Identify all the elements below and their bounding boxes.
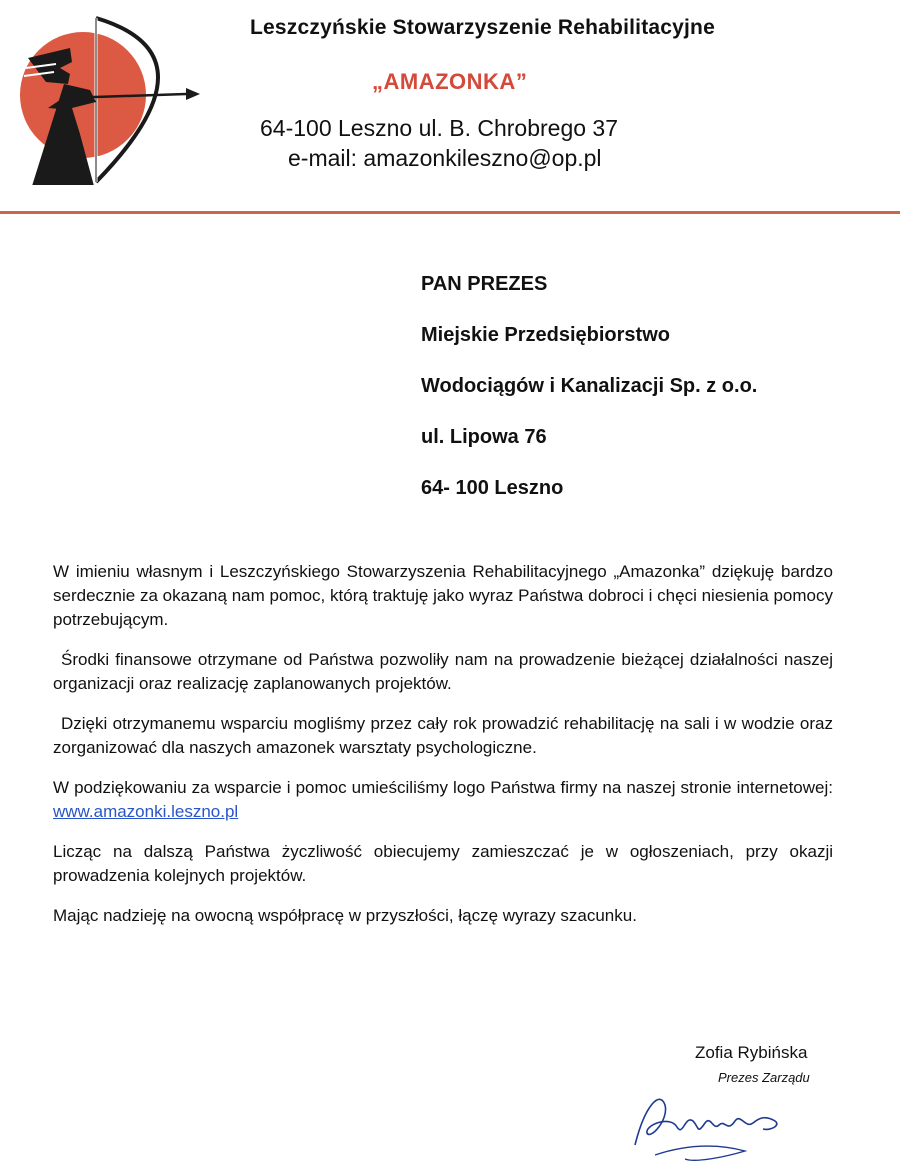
- organization-email: e-mail: amazonkileszno@op.pl: [288, 145, 602, 171]
- organization-brand: „AMAZONKA”: [372, 69, 528, 94]
- organization-address: 64-100 Leszno ul. B. Chrobrego 37: [260, 115, 619, 141]
- website-link[interactable]: www.amazonki.leszno.pl: [53, 802, 239, 821]
- paragraph-funds: Środki finansowe otrzymane od Państwa pozwoliły nam na prowadzenie bieżącej działalności naszej organizacji oraz realizację zaplanowanych projektów.: [53, 650, 833, 693]
- paragraph-logo: [53, 776, 833, 824]
- recipient-salutation: PAN PREZES: [421, 273, 548, 295]
- archer-logo-icon: [8, 10, 208, 185]
- paragraph-logo-text: W podziękowaniu za wsparcie i pomoc umieściliśmy logo Państwa firmy na naszej stronie internetowej:: [53, 778, 833, 797]
- paragraph-future: Licząc na dalszą Państwa życzliwość obiecujemy zamieszczać je w ogłoszeniach, przy okazji prowadzenia kolejnych projektów.: [53, 842, 833, 885]
- recipient-street: ul. Lipowa 76: [421, 426, 547, 448]
- recipient-company-line-1: Miejskie Przedsiębiorstwo: [421, 324, 670, 346]
- recipient-block: [421, 272, 757, 527]
- letter-body: [53, 560, 833, 944]
- paragraph-closing: Mając nadzieję na owocną współpracę w przyszłości, łączę wyrazy szacunku.: [53, 906, 637, 925]
- paragraph-support: Dzięki otrzymanemu wsparciu mogliśmy przez cały rok prowadzić rehabilitację na sali i w wodzie oraz zorganizować dla naszych amazonek warsztaty psychologiczne.: [53, 714, 833, 757]
- recipient-company-line-2: Wodociągów i Kanalizacji Sp. z o.o.: [421, 375, 758, 397]
- recipient-city: 64- 100 Leszno: [421, 477, 564, 499]
- handwritten-signature: [625, 1085, 795, 1165]
- signatory-title: Prezes Zarządu: [718, 1070, 810, 1085]
- paragraph-thanks: W imieniu własnym i Leszczyńskiego Stowarzyszenia Rehabilitacyjnego „Amazonka” dziękuję bardzo serdecznie za okazaną nam pomoc, którą traktuję jako wyraz Państwa dobroci i chęci niesienia pomocy potrzebującym.: [53, 562, 833, 629]
- organization-name: Leszczyńskie Stowarzyszenie Rehabilitacyjne: [250, 16, 715, 39]
- signatory-name: Zofia Rybińska: [695, 1043, 808, 1062]
- header-divider: [0, 211, 900, 214]
